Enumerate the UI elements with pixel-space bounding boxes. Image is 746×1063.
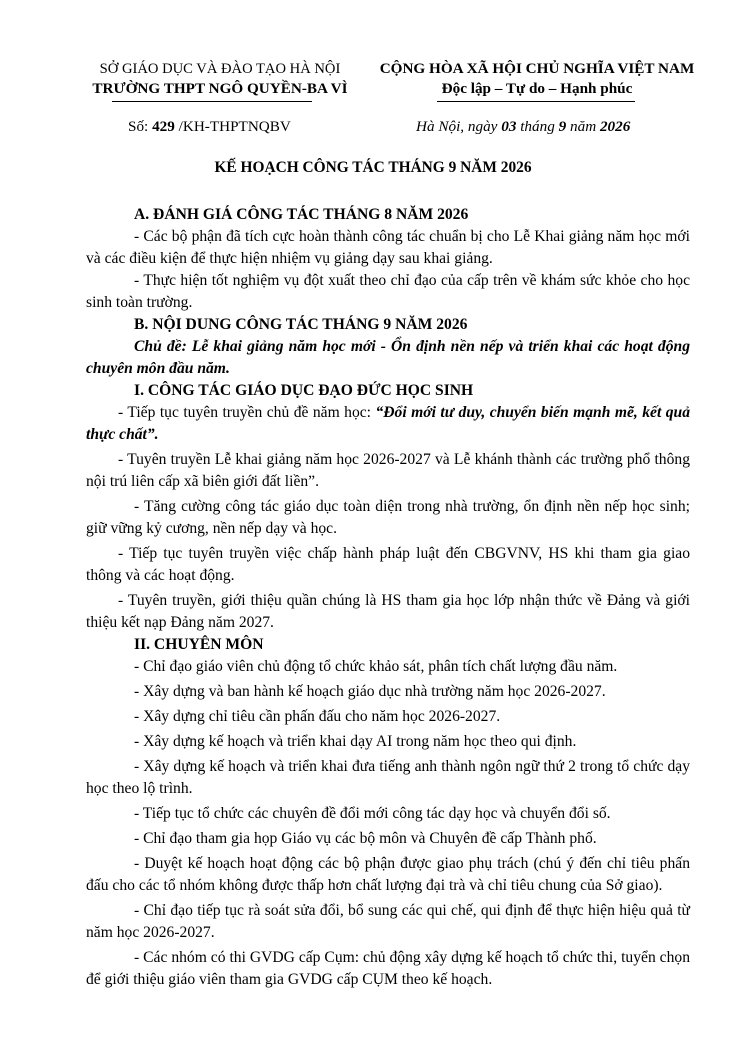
part-2-item: - Duyệt kế hoạch hoạt động các bộ phận được giao phụ trách (chú ý đến chỉ tiêu phấn đấu cho các tổ nhóm không được thấp hơn chất lượng đại trà và chỉ tiêu chung của Sở giao). bbox=[86, 855, 690, 894]
school-name: TRƯỜNG THPT NGÔ QUYỀN-BA VÌ bbox=[92, 80, 348, 97]
doc-number-suffix: /KH-THPTNQBV bbox=[174, 118, 291, 135]
part-2-item: - Xây dựng chỉ tiêu cần phấn đấu cho năm học 2026-2027. bbox=[134, 708, 501, 725]
motto-underline bbox=[437, 101, 635, 102]
part-2-item: - Xây dựng kế hoạch và triển khai dạy AI trong năm học theo qui định. bbox=[134, 733, 577, 750]
date-year: 2026 bbox=[599, 118, 631, 135]
date-year-label: năm bbox=[566, 118, 600, 135]
date-day: 03 bbox=[501, 118, 517, 135]
part-2-item: - Chỉ đạo tiếp tục rà soát sửa đổi, bổ sung các qui chế, qui định để thực hiện hiệu quả từ năm học 2026-2027. bbox=[86, 902, 690, 941]
nation-name: CỘNG HÒA XÃ HỘI CHỦ NGHĨA VIỆT NAM bbox=[379, 60, 695, 77]
document-number bbox=[128, 116, 291, 138]
national-motto-block bbox=[372, 59, 702, 99]
section-a-heading: A. ĐÁNH GIÁ CÔNG TÁC THÁNG 8 NĂM 2026 bbox=[134, 206, 469, 223]
part-2-item: - Tiếp tục tổ chức các chuyên đề đổi mới công tác dạy học và chuyển đổi số. bbox=[134, 805, 611, 822]
part-2-item: - Xây dựng và ban hành kế hoạch giáo dục nhà trường năm học 2026-2027. bbox=[134, 683, 606, 700]
parent-agency: SỞ GIÁO DỤC VÀ ĐÀO TẠO HÀ NỘI bbox=[99, 61, 341, 77]
date-place: Hà Nội, ngày bbox=[416, 118, 502, 135]
part-1-item bbox=[86, 402, 690, 446]
section-b-heading: B. NỘI DUNG CÔNG TÁC THÁNG 9 NĂM 2026 bbox=[134, 316, 468, 333]
part-1-item-text: - Tiếp tục tuyên truyền chủ đề năm học: bbox=[118, 404, 376, 421]
section-a-item: - Các bộ phận đã tích cực hoàn thành công tác chuẩn bị cho Lễ Khai giảng năm học mới và các điều kiện để thực hiện nhiệm vụ giảng dạy sau khai giảng. bbox=[86, 228, 690, 267]
part-2-item: - Xây dựng kế hoạch và triển khai đưa tiếng anh thành ngôn ngữ thứ 2 trong tổ chức dạy học theo lộ trình. bbox=[86, 758, 690, 797]
part-1-heading: I. CÔNG TÁC GIÁO DỤC ĐẠO ĐỨC HỌC SINH bbox=[134, 382, 474, 399]
date-month-label: tháng bbox=[516, 118, 559, 135]
section-a-item: - Thực hiện tốt nghiệm vụ đột xuất theo chỉ đạo của cấp trên về khám sức khỏe cho học sinh toàn trường. bbox=[86, 272, 690, 311]
doc-number-prefix: Số: bbox=[128, 118, 153, 135]
issuing-agency-block bbox=[70, 59, 370, 99]
document-title: KẾ HOẠCH CÔNG TÁC THÁNG 9 NĂM 2026 bbox=[214, 159, 532, 176]
doc-number-value: 429 bbox=[152, 118, 175, 135]
section-b-theme: Chủ đề: Lễ khai giảng năm học mới - Ổn định nền nếp và triển khai các hoạt động chuyên môn đầu năm. bbox=[86, 338, 690, 377]
date-month: 9 bbox=[558, 118, 567, 135]
document-date bbox=[416, 116, 630, 138]
year-slogan: “Đổi mới tư duy, chuyển biến mạnh mẽ, kết quả thực chất”. bbox=[86, 404, 690, 443]
part-1-item: - Tuyên truyền, giới thiệu quần chúng là HS tham gia học lớp nhận thức về Đảng và giới thiệu kết nạp Đảng năm 2027. bbox=[86, 592, 690, 631]
part-1-item: - Tuyên truyền Lễ khai giảng năm học 2026-2027 và Lễ khánh thành các trường phổ thông nội trú liên cấp xã biên giới đất liền”. bbox=[86, 451, 690, 490]
school-underline bbox=[112, 101, 312, 102]
part-2-heading: II. CHUYÊN MÔN bbox=[134, 636, 264, 653]
part-2-item: - Chỉ đạo giáo viên chủ động tổ chức khảo sát, phân tích chất lượng đầu năm. bbox=[134, 658, 618, 675]
part-2-item: - Các nhóm có thi GVDG cấp Cụm: chủ động xây dựng kế hoạch tổ chức thi, tuyển chọn để giới thiệu giáo viên tham gia GVDG cấp CỤM theo kế hoạch. bbox=[86, 949, 690, 988]
part-1-item: - Tăng cường công tác giáo dục toàn diện trong nhà trường, ổn định nền nếp học sinh; giữ vững kỷ cương, nền nếp dạy và học. bbox=[86, 498, 690, 537]
national-motto: Độc lập – Tự do – Hạnh phúc bbox=[441, 80, 633, 97]
document-body bbox=[86, 204, 690, 991]
part-2-item: - Chỉ đạo tham gia họp Giáo vụ các bộ môn và Chuyên đề cấp Thành phố. bbox=[134, 830, 597, 847]
part-1-item: - Tiếp tục tuyên truyền việc chấp hành pháp luật đến CBGVNV, HS khi tham gia giao thông và các hoạt động. bbox=[86, 545, 690, 584]
